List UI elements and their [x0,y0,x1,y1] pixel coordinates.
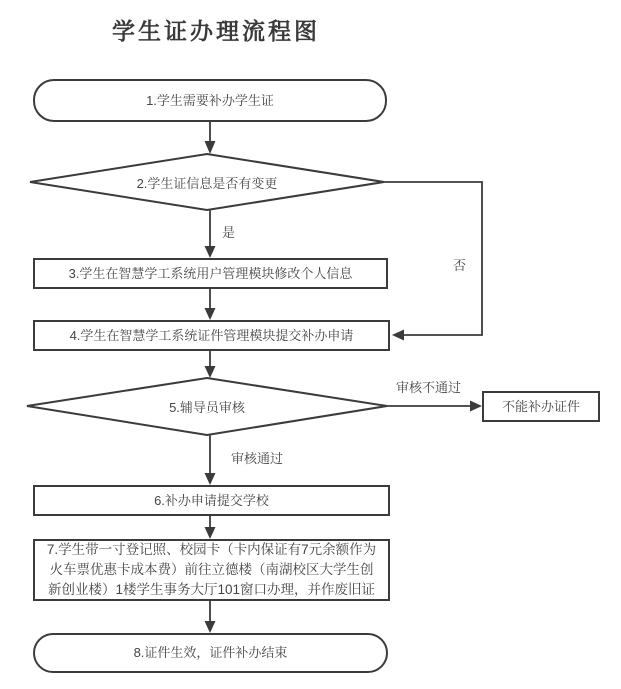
arrowhead-into-decision2 [205,366,216,378]
process-modify-info [33,258,388,289]
arrowhead-into-end [205,621,216,633]
arrowhead-no-into-step4 [392,330,404,341]
label-no: 否 [453,258,467,273]
arrowhead-into-step6 [205,473,216,485]
reject-node-label: 不能补办证件 [501,398,580,414]
arrowhead-into-step7 [205,527,216,539]
end-node [33,633,388,673]
process-submit-application [33,320,390,351]
decision-info-changed-label: 2.学生证信息是否有变更 [136,175,278,191]
end-node-label: 8.证件生效，证件补办结束 [133,645,288,660]
arrowhead-into-step3 [205,246,216,258]
process-window-handling [33,539,390,601]
label-review-fail: 审核不通过 [396,380,462,395]
label-yes: 是 [222,225,236,240]
page-title: 学生证办理流程图 [112,18,320,45]
process-submit-application-label: 4.学生在智慧学工系统证件管理模块提交补办申请 [69,327,354,343]
decision-info-changed-shape [30,154,384,210]
connector-no [384,182,482,335]
arrowhead-into-reject [470,401,482,412]
start-node-label: 1.学生需要补办学生证 [146,92,274,108]
process-submit-school [33,485,390,516]
start-node [33,79,387,122]
process-window-handling-label: 7.学生带一寸登记照、校园卡（卡内保证有7元余额作为火车票优惠卡成本费）前往立德楼（南湖校区大学生创新创业楼）1楼学生事务大厅101窗口办理，并作废旧证 [46,542,377,597]
decision-counselor-review-label: 5.辅导员审核 [169,399,245,415]
decision-counselor-review-shape [27,378,387,435]
reject-node [482,391,600,422]
label-review-pass: 审核通过 [231,451,284,466]
arrowhead-into-decision1 [205,141,216,154]
arrowhead-into-step4 [205,308,216,320]
process-modify-info-label: 3.学生在智慧学工系统用户管理模块修改个人信息 [68,265,353,281]
process-submit-school-label: 6.补办申请提交学校 [154,492,269,508]
